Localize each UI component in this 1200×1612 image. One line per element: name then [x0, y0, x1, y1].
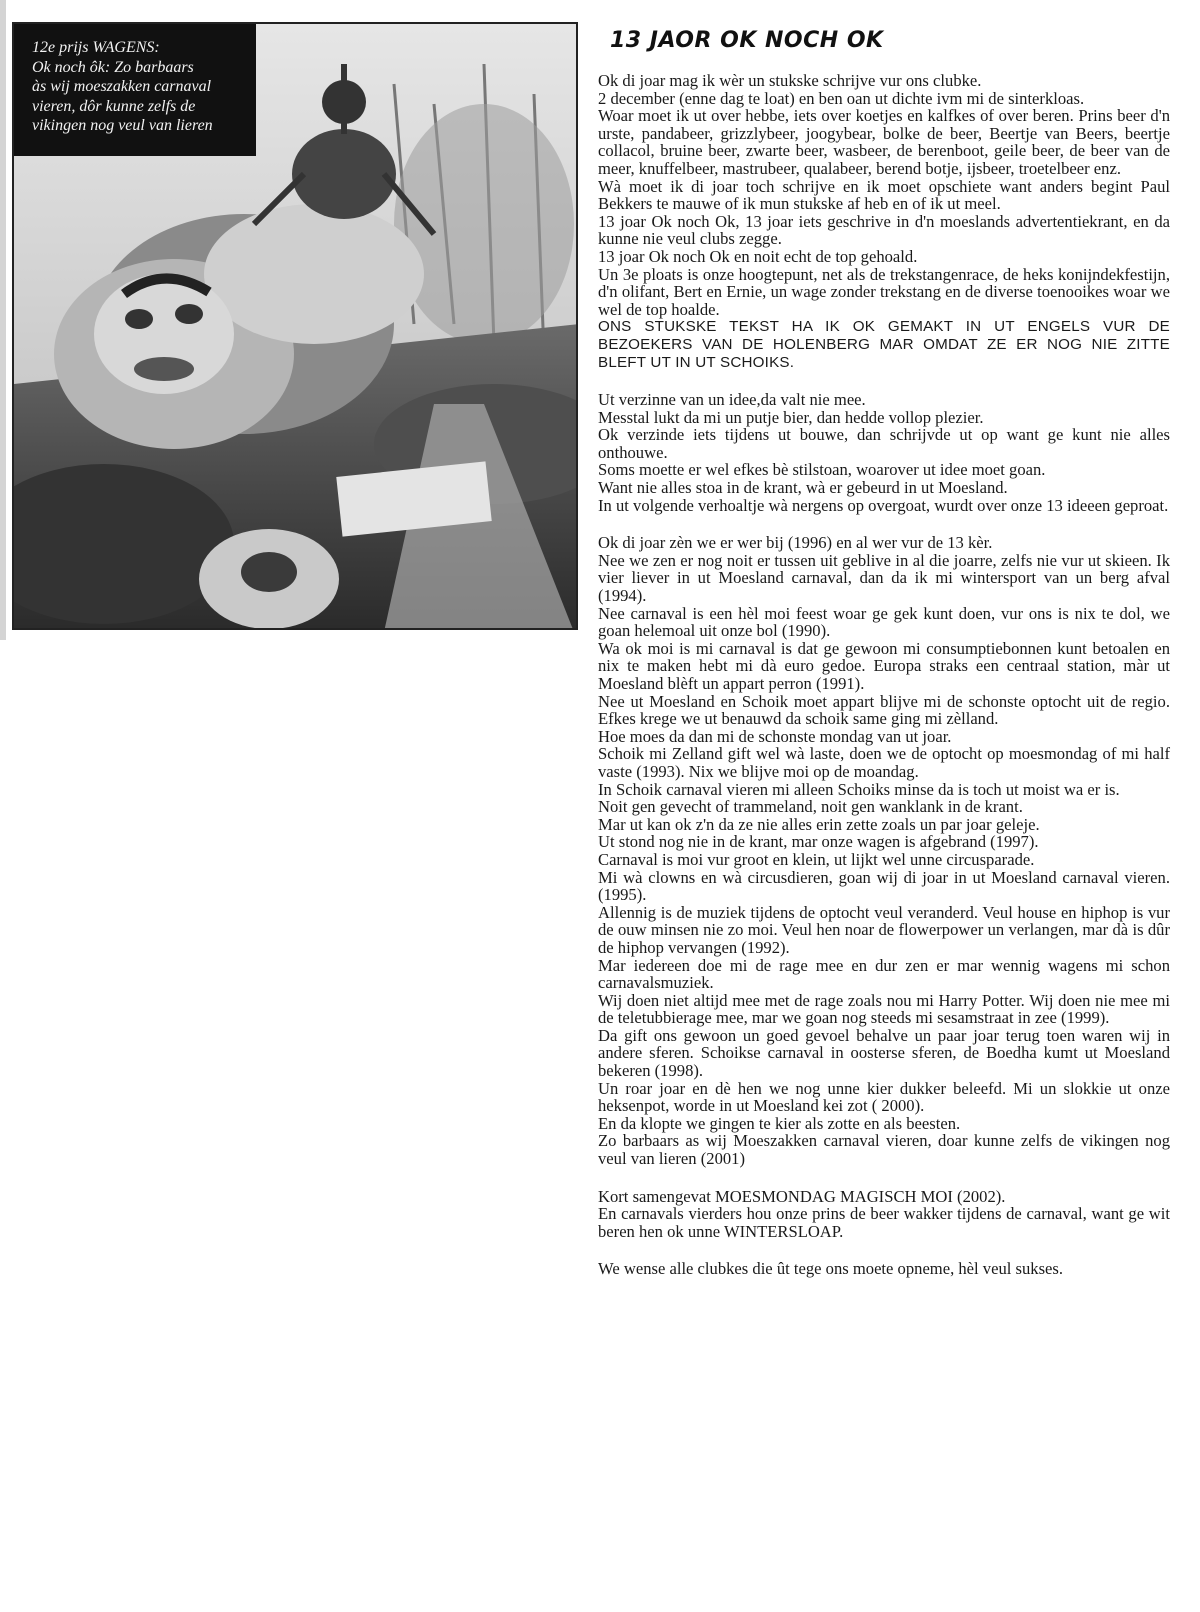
article-title: 13 JAOR OK NOCH OK [610, 28, 884, 53]
paragraph: Ok di joar mag ik wèr un stukske schrijve vur ons clubke. [598, 71, 982, 90]
verse-line: Schoik mi Zelland gift wel wà laste, doen we de optocht op moesmondag of mi half vaste (1993). Nix we blijve moi op de moandag. [598, 744, 1170, 781]
verse-line: Da gift ons gewoon un goed gevoel behalve un paar joar terug toen waren wij in andere sferen. Schoikse carnaval in oosterse sferen, de Boedha kumt ut Moesland bekeren (1998). [598, 1025, 1170, 1081]
paragraph: 13 joar Ok noch Ok, 13 joar iets geschrive in d'n moeslands advertentiekrant, en da kunne nie veul clubs zegge. [598, 211, 1170, 249]
verse-line: Mi wà clowns en wà circusdieren, goan wij di joar in ut Moesland carnaval vieren. (1995). [598, 867, 1170, 905]
caption-line: Ok noch ôk: Zo barbaars [32, 58, 194, 76]
verse-line: Noit gen gevecht of trammeland, noit gen wanklank in de krant. [598, 797, 1023, 817]
verse-line: Mar iedereen doe mi de rage mee en dur zen er mar wennig wagens mi schon carnavalsmuziek. [598, 955, 1170, 993]
paragraph: 2 december (enne dag te loat) en ben oan ut dichte ivm mi de sinterkloas. [598, 88, 1085, 108]
article-body [598, 72, 1170, 1278]
scan-edge [0, 0, 6, 640]
verse-line: En da klopte we gingen te kier als zotte en als beesten. [598, 1113, 961, 1133]
verse-line: Nee we zen er nog noit er tussen uit geblive in al die joarre, zelfs nie vur ut skieen. Ik vier liever in ut Moesland carnaval, dan da ik mi wintersport van un berg afval (1994). [598, 550, 1170, 606]
final-line: We wense alle clubkes die ût tege ons moete opneme, hèl veul sukses. [598, 1259, 1063, 1279]
verse-line: Ok di joar zèn we er wer bij (1996) en al wer vur de 13 kèr. [598, 533, 993, 553]
verse-line: Wa ok moi is mi carnaval is dat ge gewoon mi consumptiebonnen kunt betoalen en nix te maken hebt mi dà euro gedoe. Europa straks een centraal station, màr ut Moesland blèft un appart perron (1991). [598, 638, 1170, 693]
verse-line: Zo barbaars as wij Moeszakken carnaval vieren, doar kunne zelfs de vikingen nog veul van lieren (2001) [598, 1131, 1170, 1169]
paragraph: Woar moet ik ut over hebbe, iets over koetjes en kalfkes of over beren. Prins beer d'n urste, pandabeer, grizzlybeer, joogybear, bolke de beer, Beertje van Beers, beertje collacol, bruine beer, zwarte beer, wasbeer, de berenboot, geile beer, de beer van de meer, knuffelbeer, mastrubeer, qualabeer, berend botje, ijsbeer, troetelbeer enz. [598, 106, 1170, 178]
caption-line: vikingen nog veul van lieren [32, 117, 213, 134]
paragraph: 13 joar Ok noch Ok en noit echt de top gehoald. [598, 246, 918, 266]
verse-line: Nee carnaval is een hèl moi feest woar ge gek kunt doen, vur ons is nix te dol, we goan helemoal uit onze bol (1990). [598, 603, 1170, 641]
caption-line: 12e prijs WAGENS: [32, 39, 160, 56]
verse-line: Ut stond nog nie in de krant, mar onze wagen is afgebrand (1997). [598, 832, 1039, 852]
caps-paragraph: ONS STUKSKE TEKST HA IK OK GEMAKT IN UT ENGELS VUR DE BEZOEKERS VAN DE HOLENBERG MAR OMDAT ZE ER NOG NIE ZITTE BLEFT UT IN UT SCHOIKS. [598, 318, 1170, 371]
verse-line: Carnaval is moi vur groot en klein, ut lijkt wel unne circusparade. [598, 849, 1035, 869]
closing-line: Kort samengevat MOESMONDAG MAGISCH MOI (2002). [598, 1186, 1006, 1206]
caption-line: vieren, dôr kunne zelfs de [32, 97, 196, 115]
verse-line: Nee ut Moesland en Schoik moet appart blijve mi de schonste optocht uit de regio. Efkes krege we ut benauwd da schoik same ging mi zèlland. [598, 691, 1170, 729]
verse-line: Un roar joar en dè hen we nog unne kier dukker beleefd. Mi un slokkie ut onze heksenpot, worde in ut Moesland kei zot ( 2000). [598, 1078, 1170, 1116]
verse-line: Wij doen niet altijd mee met de rage zoals nou mi Harry Potter. Wij doen nie mee mi de teletubbierage mee, mar we goan nog steeds mi sesamstraat in zee (1999). [598, 990, 1170, 1028]
verse-line: Hoe moes da dan mi de schonste mondag van ut joar. [598, 726, 952, 746]
poem-line: Want nie alles stoa in de krant, wà er gebeurd in ut Moesland. [598, 478, 1008, 498]
photo-caption [14, 24, 256, 156]
paragraph: Wà moet ik di joar toch schrijve en ik moet opschiete want anders begint Paul Bekkers te mauwe of ik mun stukske af heb en of ik ut meel. [598, 176, 1170, 214]
verse-line: In Schoik carnaval vieren mi alleen Schoiks minse da is toch ut moist wa er is. [598, 779, 1120, 799]
closing-line: En carnavals vierders hou onze prins de beer wakker tijdens de carnaval, want ge wit beren hen ok unne WINTERSLOAP. [598, 1204, 1170, 1241]
parade-photo [12, 22, 578, 630]
poem-line: Ut verzinne van un idee,da valt nie mee. [598, 390, 866, 410]
poem-line: Soms moette er wel efkes bè stilstoan, woarover ut idee moet goan. [598, 460, 1046, 480]
paragraph: Un 3e ploats is onze hoogtepunt, net als de trekstangenrace, de heks konijndekfestijn, d'n olifant, Bert en Ernie, un wage zonder trekstang en de diverse toenooikes woar we wel de top hoalde. [598, 264, 1170, 319]
caption-line: às wij moeszakken carnaval [32, 78, 212, 95]
poem-line: Messtal lukt da mi un putje bier, dan hedde vollop plezier. [598, 407, 984, 427]
verse-line: Allennig is de muziek tijdens de optocht veul veranderd. Veul house en hiphop is vur de ouw minsen nie zo moi. Veul hen noar de flowerpower un verlangen, mar dà is dûr de hiphop vervangen (1992). [598, 902, 1170, 957]
verse-line: Mar ut kan ok z'n da ze nie alles erin zette zoals un par joar geleje. [598, 814, 1040, 834]
poem-line: Ok verzinde iets tijdens ut bouwe, dan schrijvde ut op want ge kunt nie alles onthouwe. [598, 425, 1170, 462]
poem-line: In ut volgende verhoaltje wà nergens op overgoat, wurdt over onze 13 ideeen geproat. [598, 495, 1169, 515]
